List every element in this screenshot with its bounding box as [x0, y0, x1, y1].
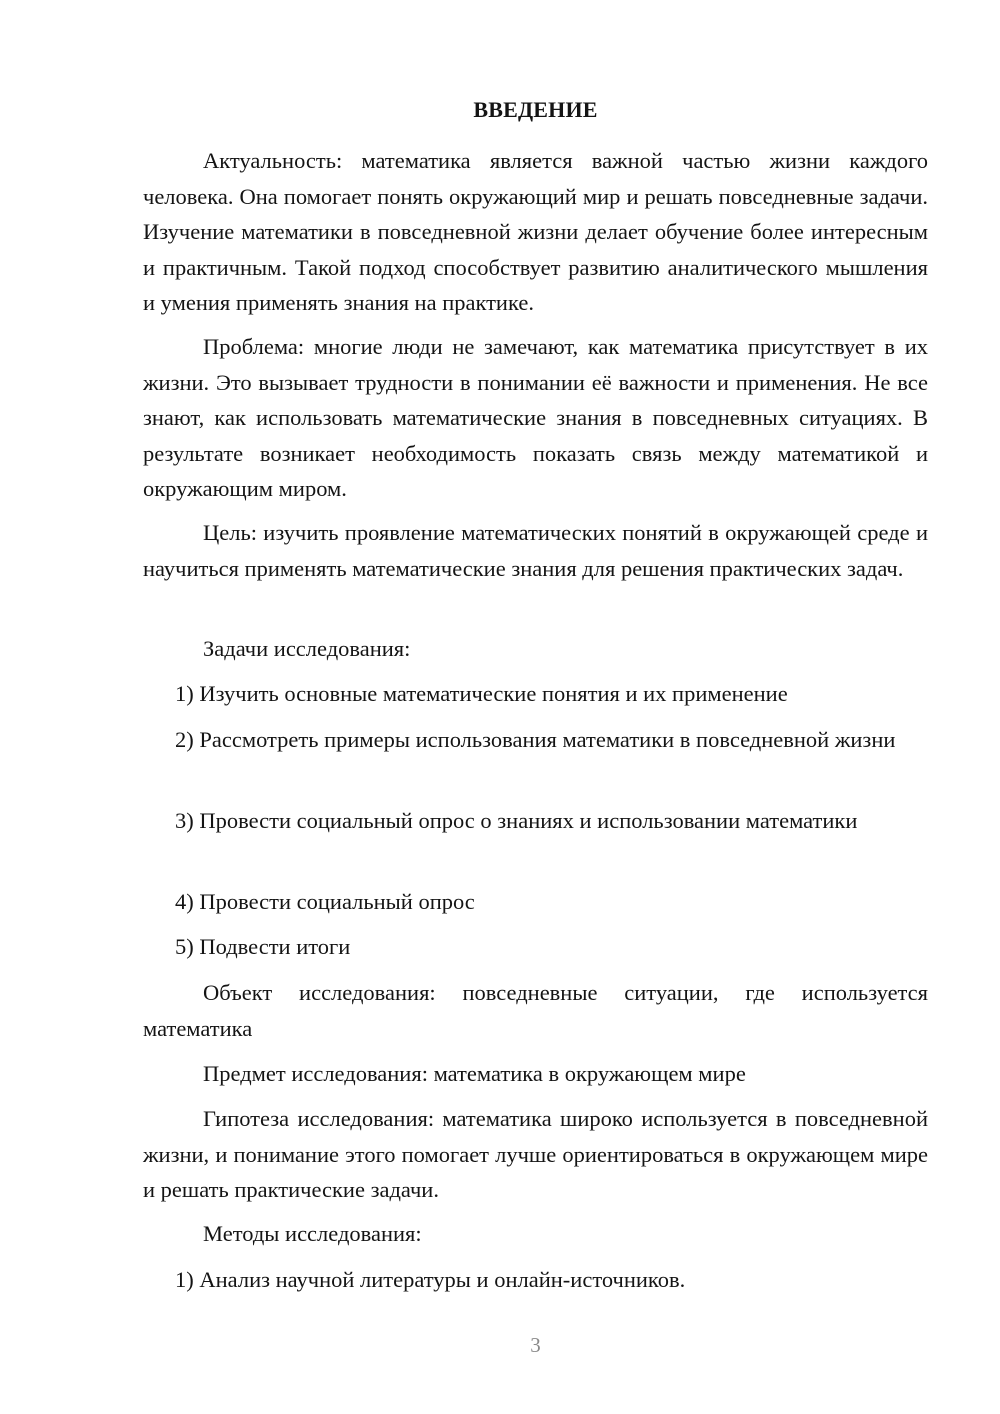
goal-paragraph: Цель: изучить проявление математических понятий в окружающей среде и научиться применять математические знания для решения практических задач.	[143, 520, 928, 581]
subject-paragraph: Предмет исследования: математика в окружающем мире	[203, 1061, 746, 1086]
method-item-1: 1) Анализ научной литературы и онлайн-источников.	[175, 1267, 686, 1292]
tasks-heading: Задачи исследования:	[203, 636, 411, 661]
task-item-3: 3) Провести социальный опрос о знаниях и использовании математики	[175, 808, 858, 833]
document-page	[143, 0, 928, 1414]
task-item-5: 5) Подвести итоги	[175, 934, 351, 959]
page-number: 3	[530, 1333, 541, 1357]
object-paragraph: Объект исследования: повседневные ситуации, где используется математика	[143, 980, 928, 1041]
hypothesis-paragraph: Гипотеза исследования: математика широко используется в повседневной жизни, и понимание этого помогает лучше ориентироваться в окружающем мире и решать практические задачи.	[143, 1106, 928, 1202]
task-item-2: 2) Рассмотреть примеры использования математики в повседневной жизни	[175, 727, 896, 752]
methods-heading: Методы исследования:	[203, 1221, 422, 1246]
section-title: ВВЕДЕНИЕ	[473, 97, 598, 122]
task-item-1: 1) Изучить основные математические понятия и их применение	[175, 681, 788, 706]
relevance-paragraph: Актуальность: математика является важной частью жизни каждого человека. Она помогает понять окружающий мир и решать повседневные задачи. Изучение математики в повседневной жизни делает обучение более интересным и практичным. Такой подход способствует развитию аналитического мышления и умения применять знания на практике.	[143, 148, 928, 315]
task-item-4: 4) Провести социальный опрос	[175, 889, 475, 914]
problem-paragraph: Проблема: многие люди не замечают, как математика присутствует в их жизни. Это вызывает трудности в понимании её важности и применения. Не все знают, как использовать математические знания в повседневных ситуациях. В результате возникает необходимость показать связь между математикой и окружающим миром.	[143, 334, 928, 501]
